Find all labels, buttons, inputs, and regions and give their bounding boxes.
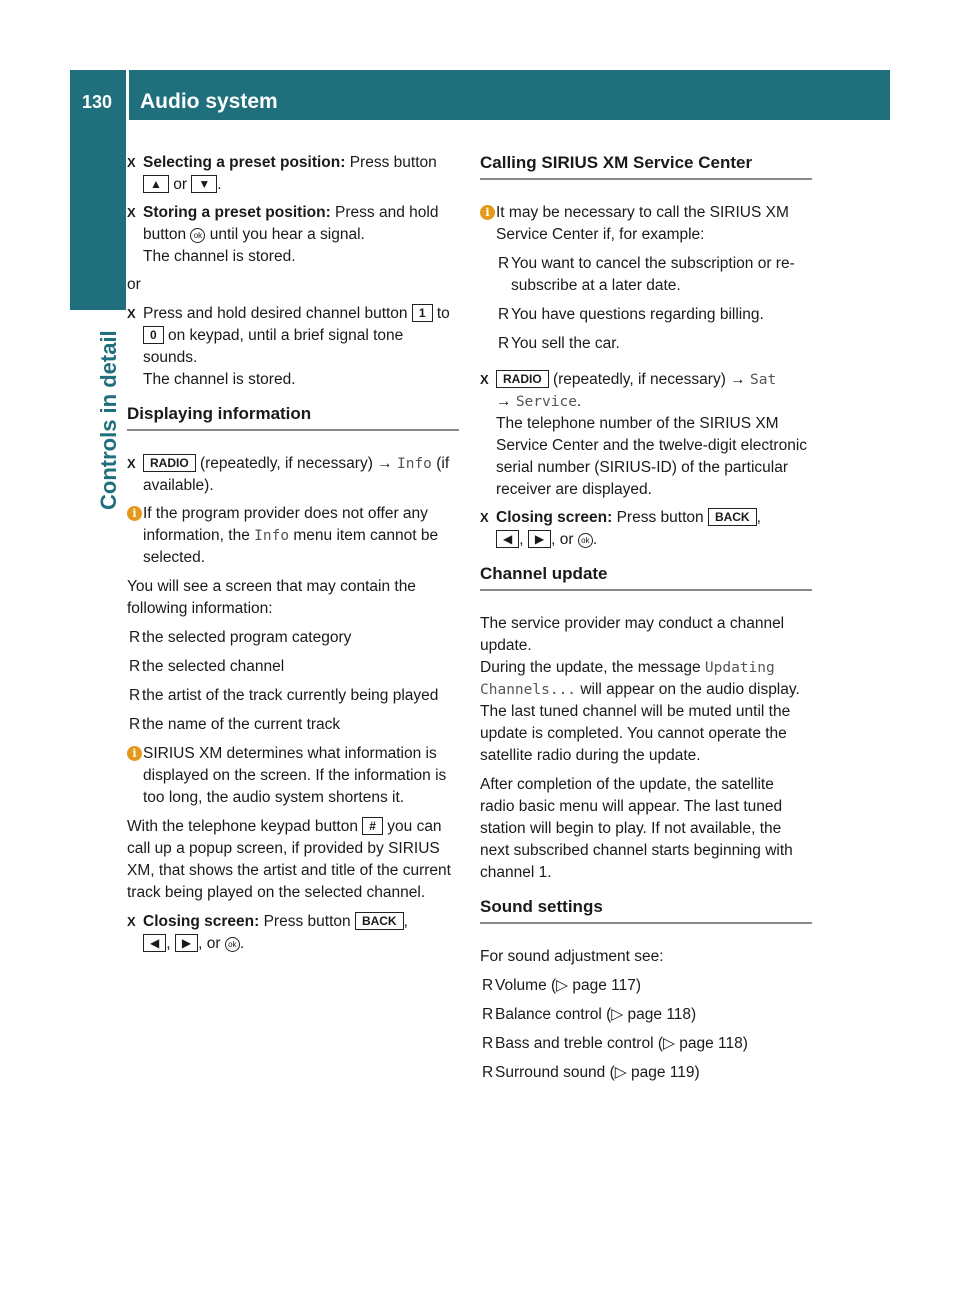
step-radio-info: X RADIO (repeatedly, if necessary) → Info (if available).: [127, 455, 450, 494]
left-button-icon: ◀: [143, 934, 166, 952]
step-keypad-store: X Press and hold desired channel button 1 to 0 on keypad, until a brief signal tone sounds. The channel is stored.: [127, 305, 450, 388]
step-store-preset: X Storing a preset position: Press and hold button ok until you hear a signal. The channel is stored.: [127, 204, 439, 265]
step-marker-icon: X: [127, 456, 136, 471]
step-marker-icon: X: [480, 510, 489, 525]
page-number: 130: [82, 92, 113, 112]
step-marker-icon: X: [127, 205, 136, 220]
or-line: or: [127, 276, 141, 293]
note-no-info: i If the program provider does not offer any information, the Info menu item cannot be selected.: [127, 503, 459, 569]
hash-button-icon: #: [362, 817, 383, 835]
step-close-screen: X Closing screen: Press button BACK , ◀ , ▶ , or ok .: [127, 913, 408, 952]
step-marker-icon: X: [480, 372, 489, 387]
update-text-1: The service provider may conduct a channel update.: [480, 615, 785, 654]
info-icon: i: [480, 205, 495, 220]
update-text-3: The last tuned channel will be muted until the update is completed. You cannot operate the satellite radio during the update.: [480, 703, 791, 764]
radio-button-icon: RADIO: [143, 454, 196, 472]
heading-channel-update: Channel update: [480, 563, 812, 591]
right-column: [480, 152, 812, 1091]
list-item: R the selected program category: [129, 629, 352, 646]
chapter-title: Audio system: [140, 90, 278, 113]
side-label-wrap: [96, 310, 121, 510]
right-button-icon: ▶: [528, 530, 551, 548]
ok-button-icon: ok: [578, 533, 593, 548]
radio-button-icon: RADIO: [496, 370, 549, 388]
sound-intro: For sound adjustment see:: [480, 948, 664, 965]
step-marker-icon: X: [127, 155, 136, 170]
list-item: R the selected channel: [129, 658, 285, 675]
list-item: R You have questions regarding billing.: [498, 306, 764, 323]
header-separator: [126, 70, 129, 120]
step-radio-service: X RADIO (repeatedly, if necessary) → Sat → Service. The telephone number of the SIRIUS XM Service Center and the twelve-digit electronic serial number (SIRIUS-ID) of the particular receiver are displayed.: [480, 371, 808, 498]
side-tab: [70, 120, 126, 310]
list-item: R You sell the car.: [498, 335, 620, 352]
step-marker-icon: X: [127, 914, 136, 929]
note-call-service: i It may be necessary to call the SIRIUS XM Service Center if, for example:: [480, 202, 812, 246]
keypad-one-icon: 1: [412, 304, 433, 322]
step-close-screen: X Closing screen: Press button BACK , ◀ , ▶ , or ok .: [480, 509, 761, 548]
list-item: R You want to cancel the subscription or re-subscribe at a later date.: [498, 255, 795, 294]
up-button-icon: ▲: [143, 175, 169, 193]
list-item: R the name of the current track: [129, 716, 341, 733]
note-sirius-info: i SIRIUS XM determines what information is displayed on the screen. If the information is too long, the audio system shortens it.: [127, 743, 459, 809]
down-button-icon: ▼: [191, 175, 217, 193]
ok-button-icon: ok: [190, 228, 205, 243]
keypad-zero-icon: 0: [143, 326, 164, 344]
heading-sound-settings: Sound settings: [480, 896, 812, 924]
left-column: [127, 152, 459, 961]
list-item: R the artist of the track currently being played: [129, 687, 439, 704]
left-button-icon: ◀: [496, 530, 519, 548]
back-button-icon: BACK: [355, 912, 404, 930]
list-item: R Volume (▷ page 117): [482, 977, 642, 994]
heading-displaying-information: Displaying information: [127, 403, 459, 431]
update-text-2: During the update, the message Updating Channels... will appear on the audio display.: [480, 659, 800, 698]
list-item: R Surround sound (▷ page 119): [482, 1064, 700, 1081]
keypad-paragraph: With the telephone keypad button # you can call up a popup screen, if provided by SIRIUS XM, that shows the artist and title of the current track being played on the selected channel.: [127, 818, 451, 901]
side-label: Controls in detail: [96, 330, 121, 510]
back-button-icon: BACK: [708, 508, 757, 526]
step-marker-icon: X: [127, 306, 136, 321]
update-text-4: After completion of the update, the satellite radio basic menu will appear. The last tuned station will begin to play. If not available, the next subscribed channel starts beginning with channel 1.: [480, 776, 793, 881]
info-icon: i: [127, 746, 142, 761]
info-icon: i: [127, 506, 142, 521]
right-button-icon: ▶: [175, 934, 198, 952]
ok-button-icon: ok: [225, 937, 240, 952]
list-item: R Bass and treble control (▷ page 118): [482, 1035, 748, 1052]
step-select-preset: X Selecting a preset position: Press button ▲ or ▼ .: [127, 154, 437, 193]
screen-intro: You will see a screen that may contain the following information:: [127, 578, 416, 617]
heading-calling-sirius: Calling SIRIUS XM Service Center: [480, 152, 812, 180]
list-item: R Balance control (▷ page 118): [482, 1006, 697, 1023]
